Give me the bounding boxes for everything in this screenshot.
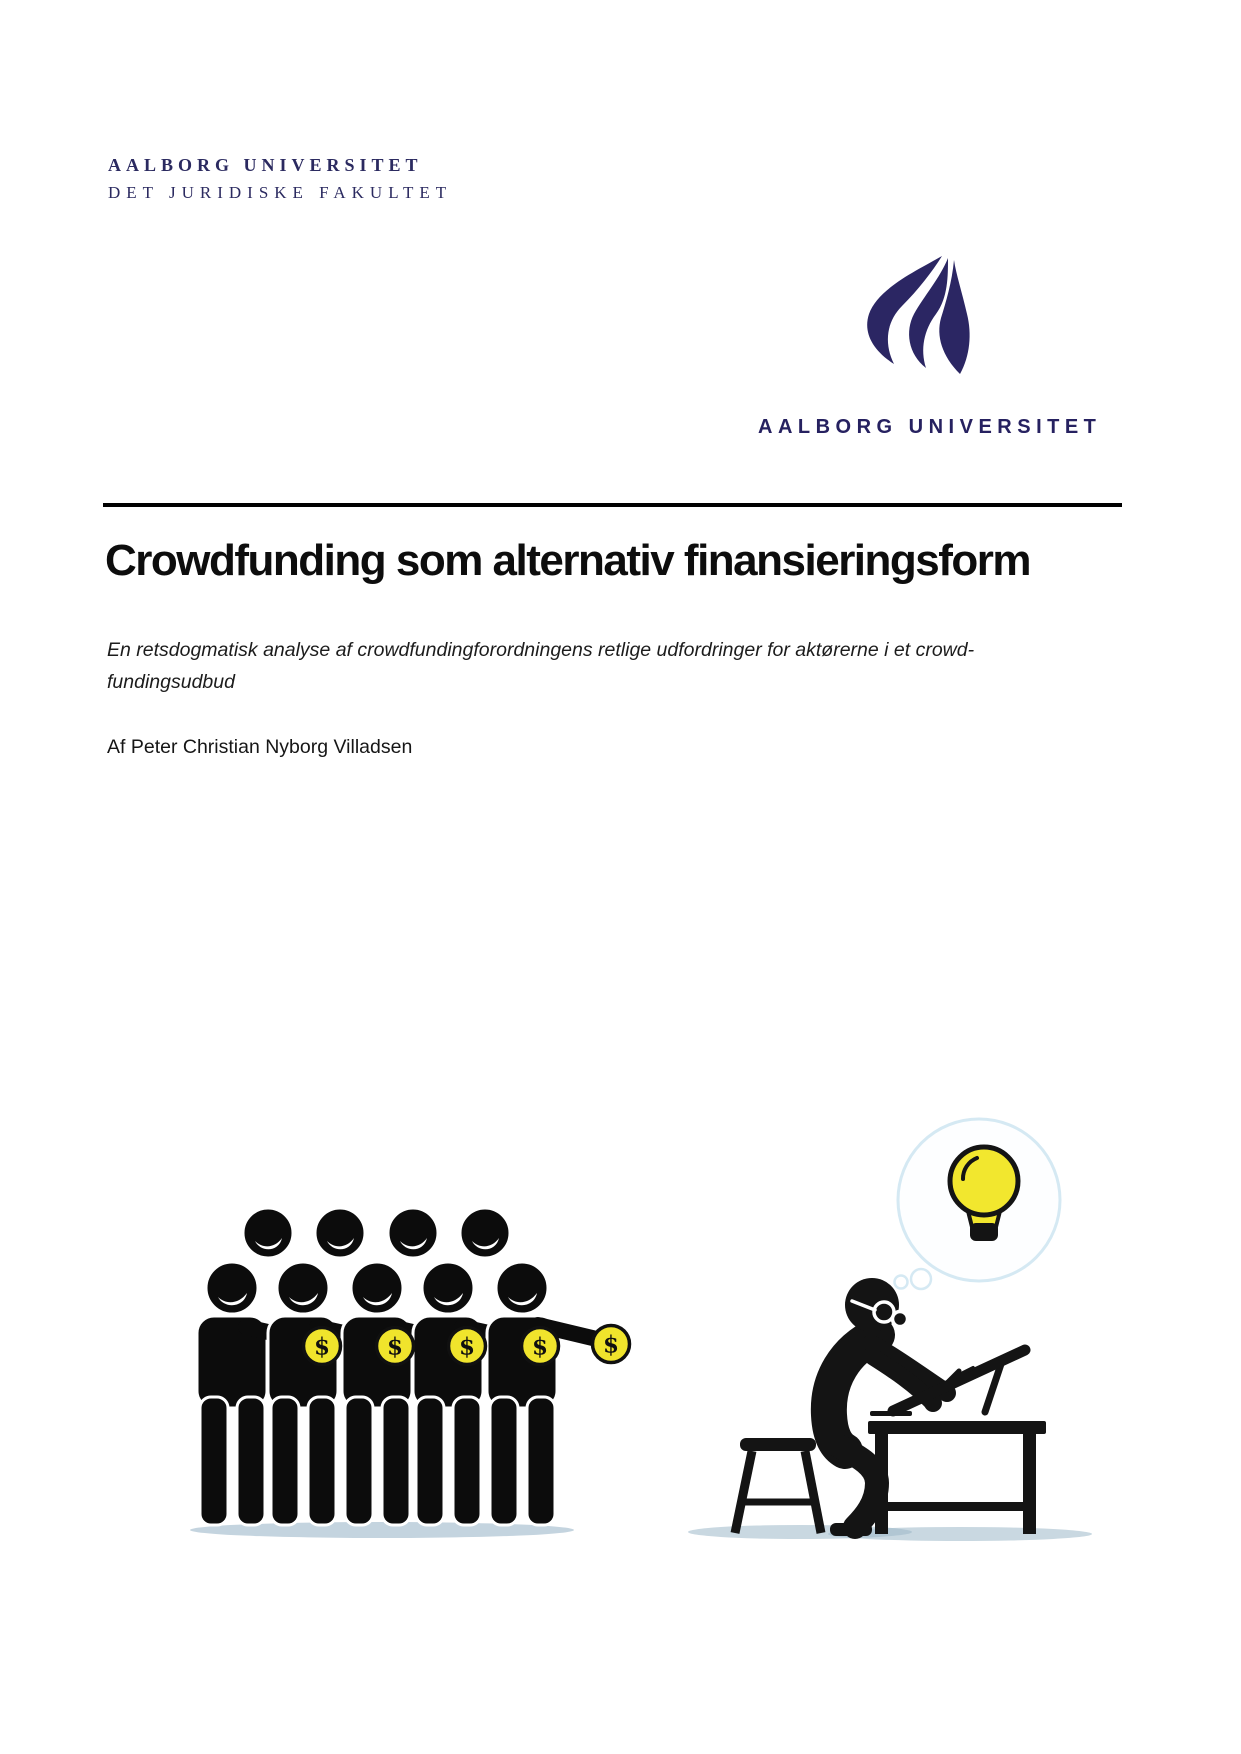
inventor-foot xyxy=(830,1523,872,1536)
svg-text:$: $ xyxy=(602,1331,620,1359)
crowd-funders-illustration xyxy=(170,1075,650,1550)
inventor-leg xyxy=(837,1445,877,1527)
stool xyxy=(735,1438,821,1533)
desk-leg xyxy=(875,1434,888,1534)
paper-on-desk xyxy=(870,1411,912,1416)
subtitle-line-2: fundingsudbud xyxy=(107,671,235,693)
svg-text:$: $ xyxy=(531,1333,549,1361)
dollar-coin xyxy=(522,1328,559,1365)
crowd-front-row-heads xyxy=(206,1262,548,1314)
faculty-name-header: DET JURIDISKE FAKULTET xyxy=(108,183,453,202)
logo-wordmark: AALBORG UNIVERSITET xyxy=(758,416,1102,438)
document-title: Crowdfunding som alternativ finansieringsform xyxy=(105,536,1031,585)
dollar-coin xyxy=(304,1328,341,1365)
horizontal-divider xyxy=(103,503,1122,507)
svg-text:$: $ xyxy=(386,1333,404,1361)
desk-top xyxy=(868,1421,1046,1434)
author-line: Af Peter Christian Nyborg Villadsen xyxy=(107,736,413,758)
aalborg-university-logo-icon xyxy=(862,254,976,378)
document-subtitle xyxy=(107,634,974,698)
university-name-header: AALBORG UNIVERSITET xyxy=(108,155,423,175)
subtitle-line-1: En retsdogmatisk analyse af crowdfundingforordningens retlige udfordringer for aktørerne i et crowd- xyxy=(107,639,975,661)
desk-leg xyxy=(1023,1434,1036,1534)
inventor-at-drafting-table-illustration xyxy=(655,1005,1135,1585)
dollar-coin xyxy=(377,1328,414,1365)
desk-crossbar xyxy=(875,1502,1036,1511)
dollar-coin xyxy=(593,1326,630,1363)
svg-text:$: $ xyxy=(313,1333,331,1361)
crowd-back-row-heads xyxy=(243,1208,510,1258)
dollar-coin xyxy=(449,1328,486,1365)
crowd-figure xyxy=(197,1316,267,1525)
svg-text:$: $ xyxy=(458,1333,476,1361)
